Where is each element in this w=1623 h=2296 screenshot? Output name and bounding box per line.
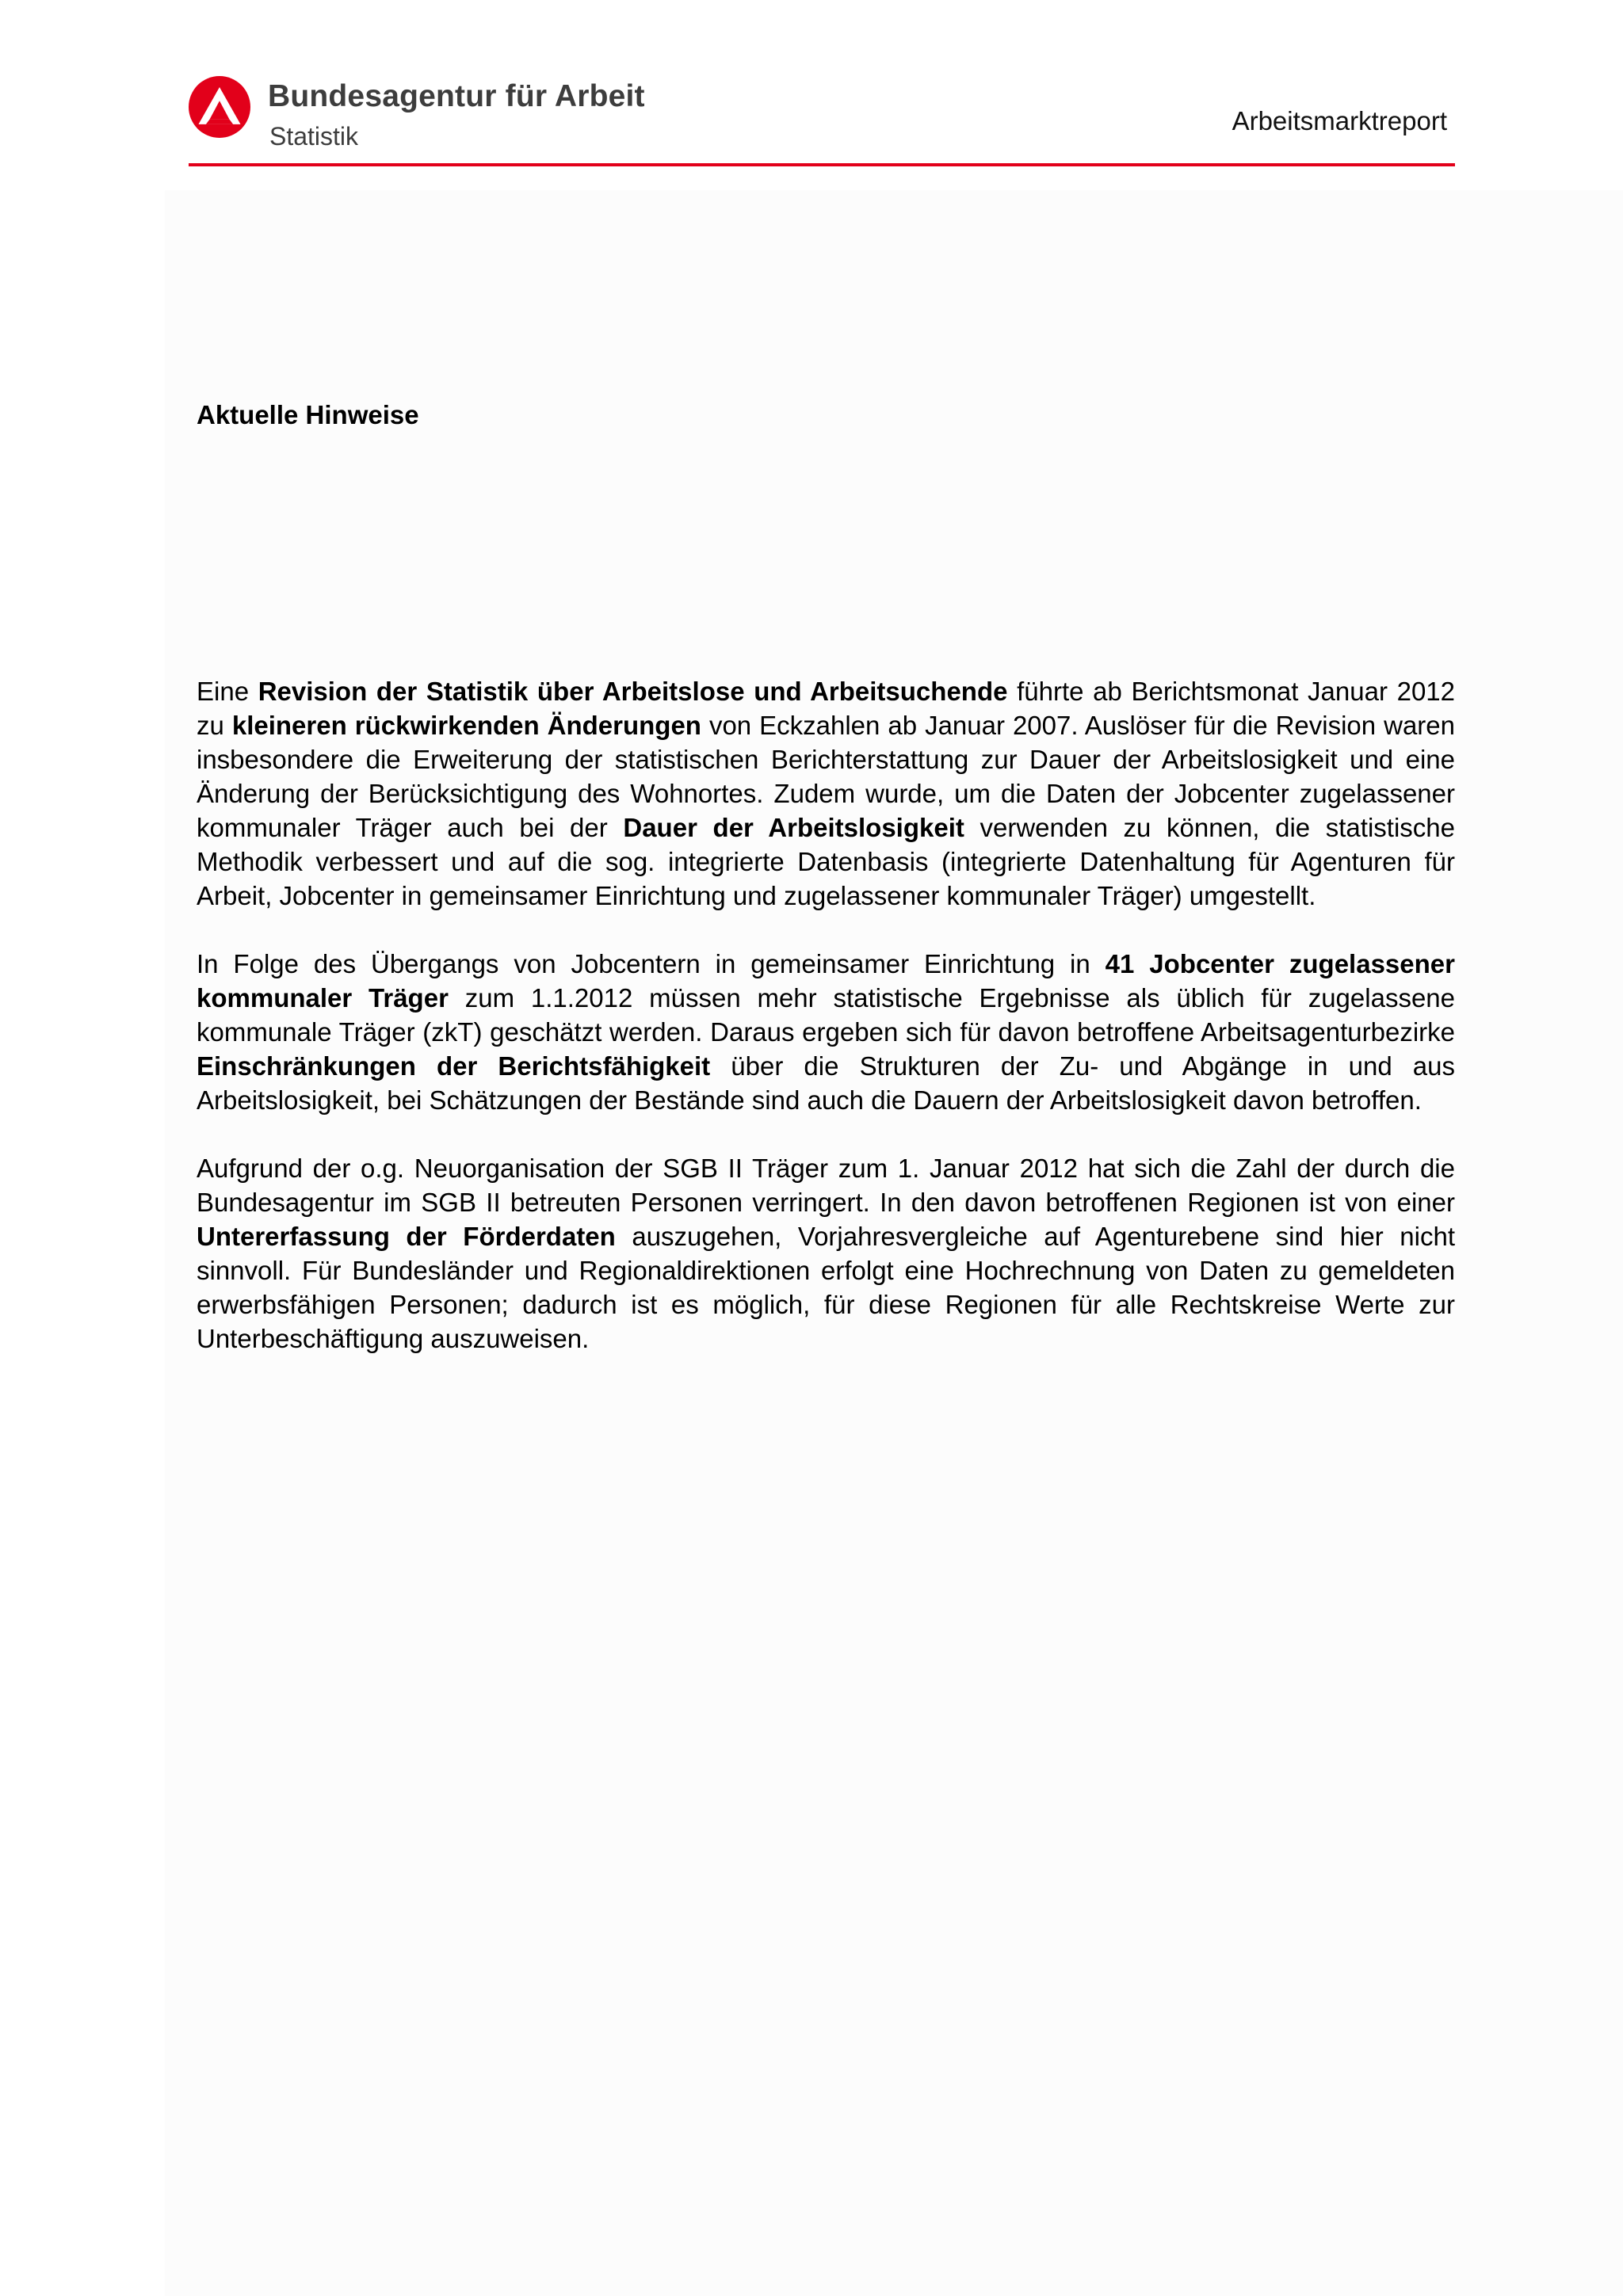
text-run: über die Strukturen der Zu- und Abgänge in und aus Arbeitslosigkeit, bei Schätzungen der Bestände sind auch die Dauern der Arbeitslosigkeit davon betroffen. [197, 1051, 1455, 1115]
paragraph [197, 1151, 1455, 1356]
text-run: von Eckzahlen ab Januar 2007. Auslöser für die Revision waren insbesondere die Erweiterung der statistischen Berichterstattung zur Dauer der Arbeitslosigkeit und eine Änderung der Berücksichtigung des Wohnortes. Zudem wurde, um die Daten der Jobcenter zugelassener kommunaler Träger auch bei der [197, 711, 1455, 842]
text-run: auszugehen, Vorjahresvergleiche auf Agenturebene sind hier nicht sinnvoll. Für Bundesländer und Regionaldirektionen erfolgt eine Hochrechnung von Daten zu gemeldeten erwerbsfähigen Personen; dadurch ist es möglich, für diese Regionen für alle Rechtskreise Werte zur Unterbeschäftigung auszuweisen. [197, 1222, 1456, 1353]
text-run: Aufgrund der o.g. Neuorganisation der SGB II Träger zum 1. Januar 2012 hat sich die Zahl der durch die Bundesagentur im SGB II betreuten Personen verringert. In den davon betroffenen Regionen ist von einer [197, 1154, 1455, 1217]
emphasis-text: Revision der Statistik über Arbeitslose und Arbeitsuchende [258, 677, 1008, 706]
header-rule [189, 163, 1455, 166]
paragraph [197, 947, 1455, 1117]
report-label: Arbeitsmarktreport [1232, 106, 1447, 135]
page-header [189, 73, 1455, 166]
emphasis-text: Dauer der Arbeitslosigkeit [623, 813, 964, 842]
text-run: zum 1.1.2012 müssen mehr statistische Ergebnisse als üblich für zugelassene kommunale Träger (zkT) geschätzt werden. Daraus ergeben sich für davon betroffene Arbeitsagenturbezirke [197, 983, 1456, 1047]
text-run: In Folge des Übergangs von Jobcentern in gemeinsamer Einrichtung in [197, 949, 1106, 978]
body-text [197, 674, 1455, 1390]
paragraph [197, 674, 1455, 913]
section-title: Aktuelle Hinweise [197, 400, 419, 429]
ba-logo-icon [189, 76, 250, 138]
emphasis-text: Untererfassung der Förderdaten [197, 1222, 616, 1251]
org-subtitle: Statistik [269, 122, 359, 151]
text-run: Eine [197, 677, 258, 706]
emphasis-text: kleineren rückwirkenden Änderungen [231, 711, 701, 740]
text-run: führte ab Berichtsmonat Januar 2012 zu [197, 677, 1456, 740]
emphasis-text: Einschränkungen der Berichtsfähigkeit [197, 1051, 711, 1081]
emphasis-text: 41 Jobcenter zugelassener kommunaler Träger [197, 949, 1455, 1013]
org-name: Bundesagentur für Arbeit [268, 79, 645, 113]
text-run: verwenden zu können, die statistische Methodik verbessert und auf die sog. integrierte Datenbasis (integrierte Datenhaltung für Agenturen für Arbeit, Jobcenter in gemeinsamer Einrichtung und zugelassener kommunaler Träger) umgestellt. [197, 813, 1455, 910]
